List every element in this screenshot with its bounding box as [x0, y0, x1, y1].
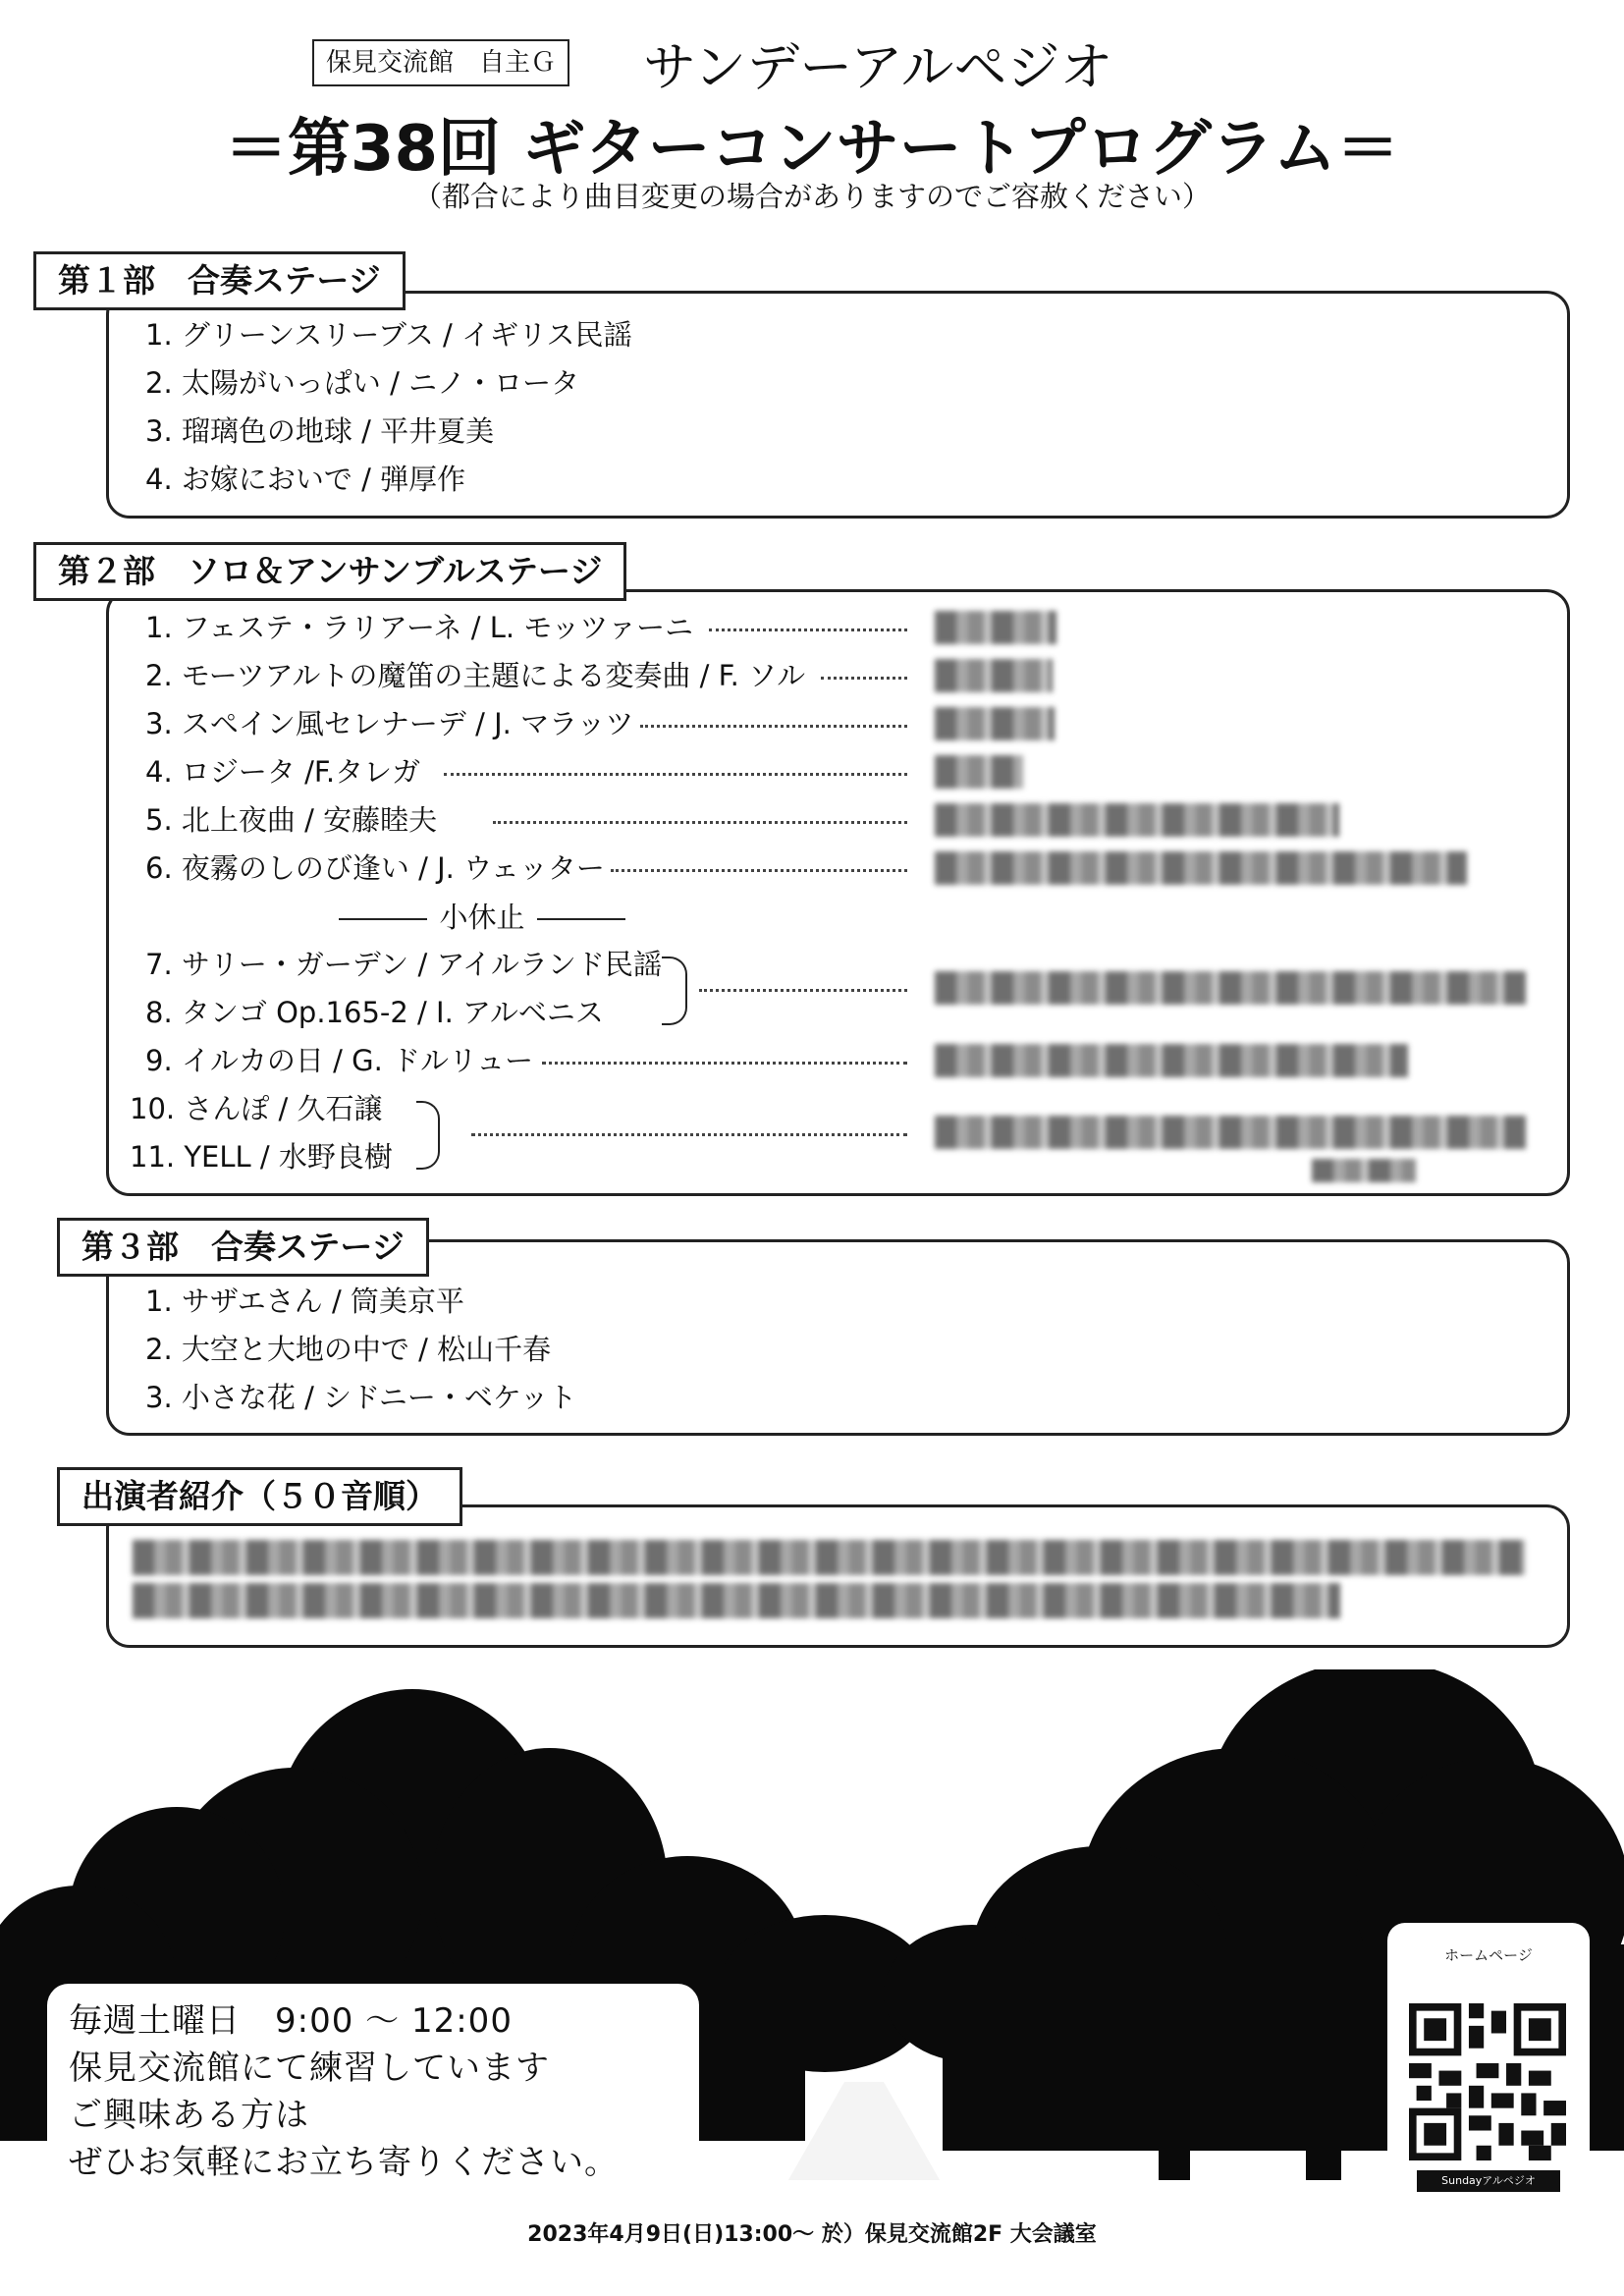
part1-item: 1. グリーンスリーブス / イギリス民謡 [145, 318, 632, 352]
part2-item: 11. YELL / 水野良樹 [130, 1140, 393, 1174]
part2-item: 10. さんぽ / 久石譲 [130, 1092, 383, 1125]
intermission [295, 896, 670, 936]
part2-item: 3. スペイン風セレナーデ / J. マラッツ [145, 707, 634, 740]
part2-item: 4. ロジータ /F.タレガ [145, 755, 421, 789]
leader-dots [471, 1133, 907, 1136]
leader-dots [611, 869, 907, 872]
performer-redacted [935, 803, 1339, 837]
part2-label: 第２部 ソロ＆アンサンブルステージ [33, 542, 626, 601]
practice-location: 保見交流館にて練習しています [69, 2049, 550, 2088]
practice-invite: ご興味ある方は [69, 2096, 309, 2135]
performer-redacted [935, 755, 1023, 789]
leader-dots [821, 677, 907, 680]
part1-label: 第１部 合奏ステージ [33, 251, 406, 310]
performer-redacted [935, 707, 1055, 740]
performer-redacted [935, 1116, 1526, 1149]
group-bracket [416, 1101, 440, 1170]
performer-names-redacted [133, 1540, 1525, 1575]
part3-item: 1. サザエさん / 筒美京平 [145, 1285, 464, 1318]
performer-names-redacted [133, 1583, 1340, 1618]
performer-redacted [935, 1044, 1408, 1077]
performer-redacted [935, 611, 1056, 644]
practice-invite-2: ぜひお気軽にお立ち寄りください。 [69, 2143, 619, 2182]
part2-item: 8. タンゴ Op.165-2 / I. アルベニス [145, 996, 604, 1029]
part2-item: 7. サリー・ガーデン / アイルランド民謡 [145, 948, 662, 981]
performer-redacted [935, 659, 1053, 692]
part2-item: 9. イルカの日 / G. ドルリュー [145, 1044, 534, 1077]
part1-item: 4. お嫁においで / 弾厚作 [145, 463, 466, 496]
qr-code-icon[interactable] [1409, 2003, 1566, 2160]
part2-item: 2. モーツアルトの魔笛の主題による変奏曲 / F. ソル [145, 659, 806, 692]
part3-item: 3. 小さな花 / シドニー・ベケット [145, 1381, 577, 1414]
leader-dots [444, 773, 907, 776]
performers-label: 出演者紹介（５０音順） [57, 1467, 462, 1526]
program-change-note: （都合により曲目変更の場合がありますのでご容赦ください） [412, 180, 1211, 213]
practice-schedule: 毎週土曜日 9:00 ～ 12:00 [69, 2001, 513, 2041]
leader-dots [699, 989, 907, 992]
intermission-rule [537, 918, 625, 920]
intermission-label: 小休止 [439, 901, 525, 934]
performer-redacted [935, 971, 1526, 1005]
part1-item: 3. 瑠璃色の地球 / 平井夏美 [145, 414, 495, 448]
intermission-rule [339, 918, 427, 920]
leader-dots [640, 725, 907, 728]
group-name: サンデーアルペジオ [643, 36, 1113, 98]
page-title: ＝第38回 ギターコンサートプログラム＝ [224, 113, 1400, 186]
homepage-label: ホームページ [1444, 1946, 1533, 1964]
performer-redacted [935, 851, 1467, 885]
concert-date-venue: 2023年4月9日(日)13:00～ 於）保見交流館2F 大会議室 [527, 2222, 1097, 2247]
leader-dots [493, 821, 907, 824]
part3-item: 2. 大空と大地の中で / 松山千春 [145, 1333, 552, 1366]
organizer-tag: 保見交流館 自主Ｇ [312, 39, 569, 86]
part1-item: 2. 太陽がいっぱい / ニノ・ロータ [145, 366, 580, 400]
qr-caption: Sundayアルペジオ [1417, 2170, 1560, 2192]
leader-dots [542, 1062, 907, 1065]
part2-item: 5. 北上夜曲 / 安藤睦夫 [145, 803, 438, 837]
practice-info [47, 1984, 699, 2200]
performer-redacted [1312, 1159, 1416, 1182]
group-bracket [662, 957, 687, 1025]
part3-label: 第３部 合奏ステージ [57, 1218, 429, 1277]
part2-item: 6. 夜霧のしのび逢い / J. ウェッター [145, 851, 605, 885]
homepage-qr-card[interactable] [1387, 1923, 1590, 2204]
leader-dots [709, 629, 907, 631]
part2-item: 1. フェステ・ラリアーネ / L. モッツァーニ [145, 611, 694, 644]
